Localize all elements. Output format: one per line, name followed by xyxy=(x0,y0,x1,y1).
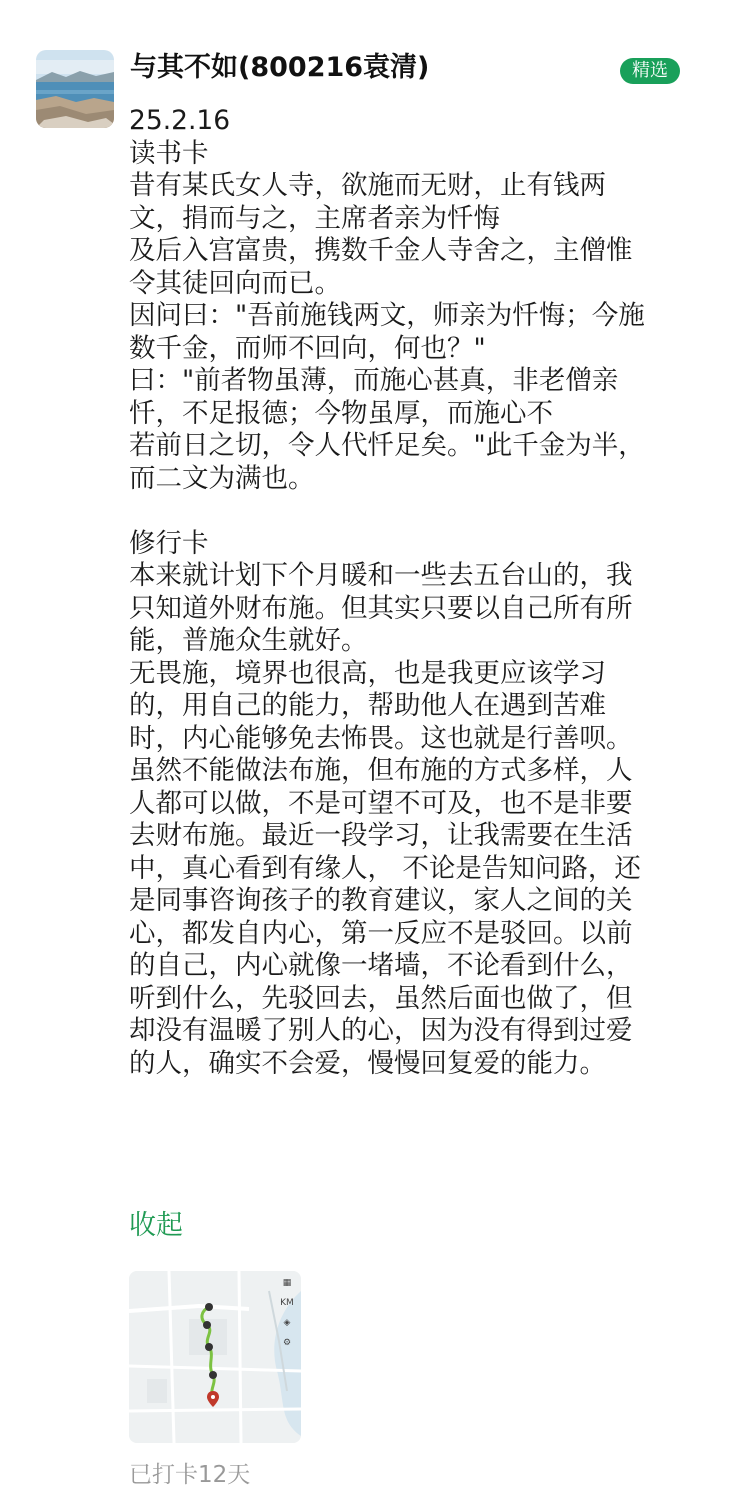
body-line: 虽然不能做法布施，但布施的方式多样，人 xyxy=(129,755,633,786)
body-line: 昔有某氏女人寺，欲施而无财，止有钱两 xyxy=(129,170,606,201)
body-line: 是同事咨询孩子的教育建议，家人之间的关 xyxy=(129,885,633,916)
body-line: 读书卡 xyxy=(129,137,209,169)
body-line: 却没有温暖了别人的心，因为没有得到过爱 xyxy=(129,1015,633,1046)
body-line: 忏，不足报德；今物虽厚，而施心不 xyxy=(129,397,553,429)
body-line: 若前日之切，令人代忏足矣。"此千金为半， xyxy=(129,430,645,461)
body-line xyxy=(129,495,704,528)
body-line: 听到什么，先驳回去，虽然后面也做了，但 xyxy=(129,982,633,1014)
body-line: 的，用自己的能力，帮助他人在遇到苦难 xyxy=(129,690,606,721)
body-line: 令其徒回向而已。 xyxy=(129,267,341,299)
body-line: 的人，确实不会爱，慢慢回复爱的能力。 xyxy=(129,1047,606,1079)
checkin-count: 已打卡12天 xyxy=(129,1462,251,1488)
avatar[interactable] xyxy=(36,50,114,128)
collapse-button[interactable]: 收起 xyxy=(129,1210,183,1241)
body-line: 本来就计划下个月暖和一些去五台山的，我 xyxy=(129,560,633,591)
body-line: 文，捐而与之，主席者亲为忏悔 xyxy=(129,202,500,234)
settings-icon[interactable]: ⚙ xyxy=(282,1338,292,1348)
body-line: 无畏施，境界也很高，也是我更应该学习 xyxy=(129,657,606,689)
body-line: 因问曰："吾前施钱两文，师亲为忏悔；今施 xyxy=(129,300,645,331)
author-name[interactable]: 与其不如(800216袁清) xyxy=(130,52,430,83)
body-line: 中，真心看到有缘人， 不论是告知问路，还 xyxy=(129,852,641,884)
body-line: 去财布施。最近一段学习，让我需要在生活 xyxy=(129,820,633,851)
body-line: 25.2.16 xyxy=(129,105,231,136)
body-line: 时，内心能够免去怖畏。这也就是行善呗。 xyxy=(129,722,633,754)
body-line: 心，都发自内心，第一反应不是驳回。以前 xyxy=(129,917,633,949)
layers-icon[interactable]: ◈ xyxy=(283,1318,291,1328)
body-line: 修行卡 xyxy=(129,527,209,559)
body-line: 及后入宫富贵，携数千金人寺舍之，主僧惟 xyxy=(129,235,633,266)
avatar-landscape-image xyxy=(36,50,114,128)
body-line: 能，普施众生就好。 xyxy=(129,625,368,656)
featured-badge: 精选 xyxy=(620,58,680,84)
route-map-image xyxy=(129,1271,301,1443)
post-body-text xyxy=(129,105,704,1080)
body-line: 人都可以做，不是可望不可及，也不是非要 xyxy=(129,787,633,819)
body-line: 而二文为满也。 xyxy=(129,462,315,494)
distance-unit-button[interactable]: KM xyxy=(280,1298,294,1308)
run-route-map-thumbnail[interactable] xyxy=(129,1271,301,1443)
body-line: 的自己，内心就像一堵墙，不论看到什么， xyxy=(129,950,633,981)
body-line: 只知道外财布施。但其实只要以自己所有所 xyxy=(129,592,633,624)
body-line: 数千金，而师不回向，何也？" xyxy=(129,332,486,364)
body-line: 曰："前者物虽薄，而施心甚真，非老僧亲 xyxy=(129,365,619,396)
map-icon[interactable]: ▦ xyxy=(282,1278,292,1288)
